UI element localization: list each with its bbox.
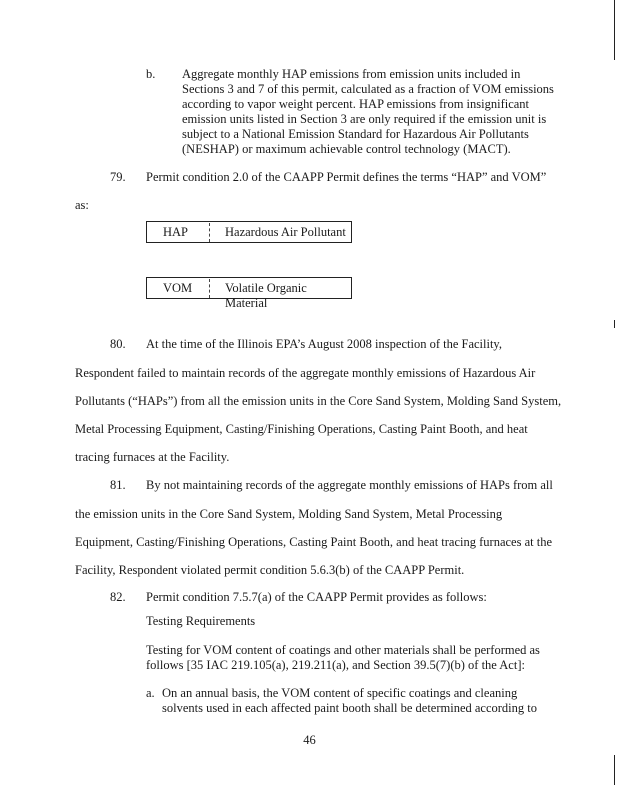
quote-item-a-line: On an annual basis, the VOM content of specific coatings and cleaning bbox=[162, 686, 518, 700]
table-divider bbox=[209, 223, 210, 242]
para-81-number: 81. bbox=[110, 478, 126, 492]
table-divider bbox=[209, 279, 210, 298]
para-82-text: Permit condition 7.5.7(a) of the CAAPP Permit provides as follows: bbox=[146, 590, 487, 604]
item-b-line: Sections 3 and 7 of this permit, calculated as a fraction of VOM emissions bbox=[182, 82, 554, 96]
quote-item-a-label: a. bbox=[146, 686, 155, 700]
page-number: 46 bbox=[303, 733, 316, 747]
para-80-line: Respondent failed to maintain records of the aggregate monthly emissions of Hazardous Air bbox=[75, 366, 536, 380]
margin-rule bbox=[614, 0, 615, 60]
quote-intro-line: follows [35 IAC 219.105(a), 219.211(a), and Section 39.5(7)(b) of the Act]: bbox=[146, 658, 525, 672]
definition-table-hap bbox=[146, 221, 352, 243]
para-79-text: Permit condition 2.0 of the CAAPP Permit defines the terms “HAP” and VOM” bbox=[146, 170, 547, 184]
quote-heading: Testing Requirements bbox=[146, 614, 256, 628]
para-80-line: tracing furnaces at the Facility. bbox=[75, 450, 230, 464]
para-80-line: At the time of the Illinois EPA’s August 2008 inspection of the Facility, bbox=[146, 337, 502, 351]
para-81-line: the emission units in the Core Sand System, Molding Sand System, Metal Processing bbox=[75, 507, 503, 521]
para-79-number: 79. bbox=[110, 170, 126, 184]
para-81-line: Equipment, Casting/Finishing Operations, Casting Paint Booth, and heat tracing furnaces at the bbox=[75, 535, 553, 549]
definition-term: Hazardous Air Pollutant bbox=[225, 225, 346, 239]
item-b-label: b. bbox=[146, 67, 156, 81]
para-80-line: Pollutants (“HAPs”) from all the emission units in the Core Sand System, Molding Sand System, bbox=[75, 394, 562, 408]
item-b-line: according to vapor weight percent. HAP emissions from insignificant bbox=[182, 97, 530, 111]
item-b-line: (NESHAP) or maximum achievable control technology (MACT). bbox=[182, 142, 511, 156]
para-80-line: Metal Processing Equipment, Casting/Finishing Operations, Casting Paint Booth, and heat bbox=[75, 422, 528, 436]
item-b-line: Aggregate monthly HAP emissions from emission units included in bbox=[182, 67, 521, 81]
para-79-continuation: as: bbox=[75, 198, 89, 212]
para-81-line: By not maintaining records of the aggregate monthly emissions of HAPs from all bbox=[146, 478, 553, 492]
definition-abbr: VOM bbox=[163, 281, 193, 295]
quote-item-a-line: solvents used in each affected paint booth shall be determined according to bbox=[162, 701, 537, 715]
definition-table-vom bbox=[146, 277, 352, 310]
margin-rule bbox=[614, 755, 615, 785]
definition-abbr: HAP bbox=[163, 225, 189, 239]
item-b-line: subject to a National Emission Standard for Hazardous Air Pollutants bbox=[182, 127, 529, 141]
quote-intro-line: Testing for VOM content of coatings and other materials shall be performed as bbox=[146, 643, 540, 657]
margin-rule bbox=[614, 320, 615, 328]
para-82-number: 82. bbox=[110, 590, 126, 604]
definition-term: Volatile Organic Material bbox=[225, 281, 307, 310]
item-b-line: emission units listed in Section 3 are only required if the emission unit is bbox=[182, 112, 547, 126]
para-81-line: Facility, Respondent violated permit condition 5.6.3(b) of the CAAPP Permit. bbox=[75, 563, 465, 577]
para-80-number: 80. bbox=[110, 337, 126, 351]
